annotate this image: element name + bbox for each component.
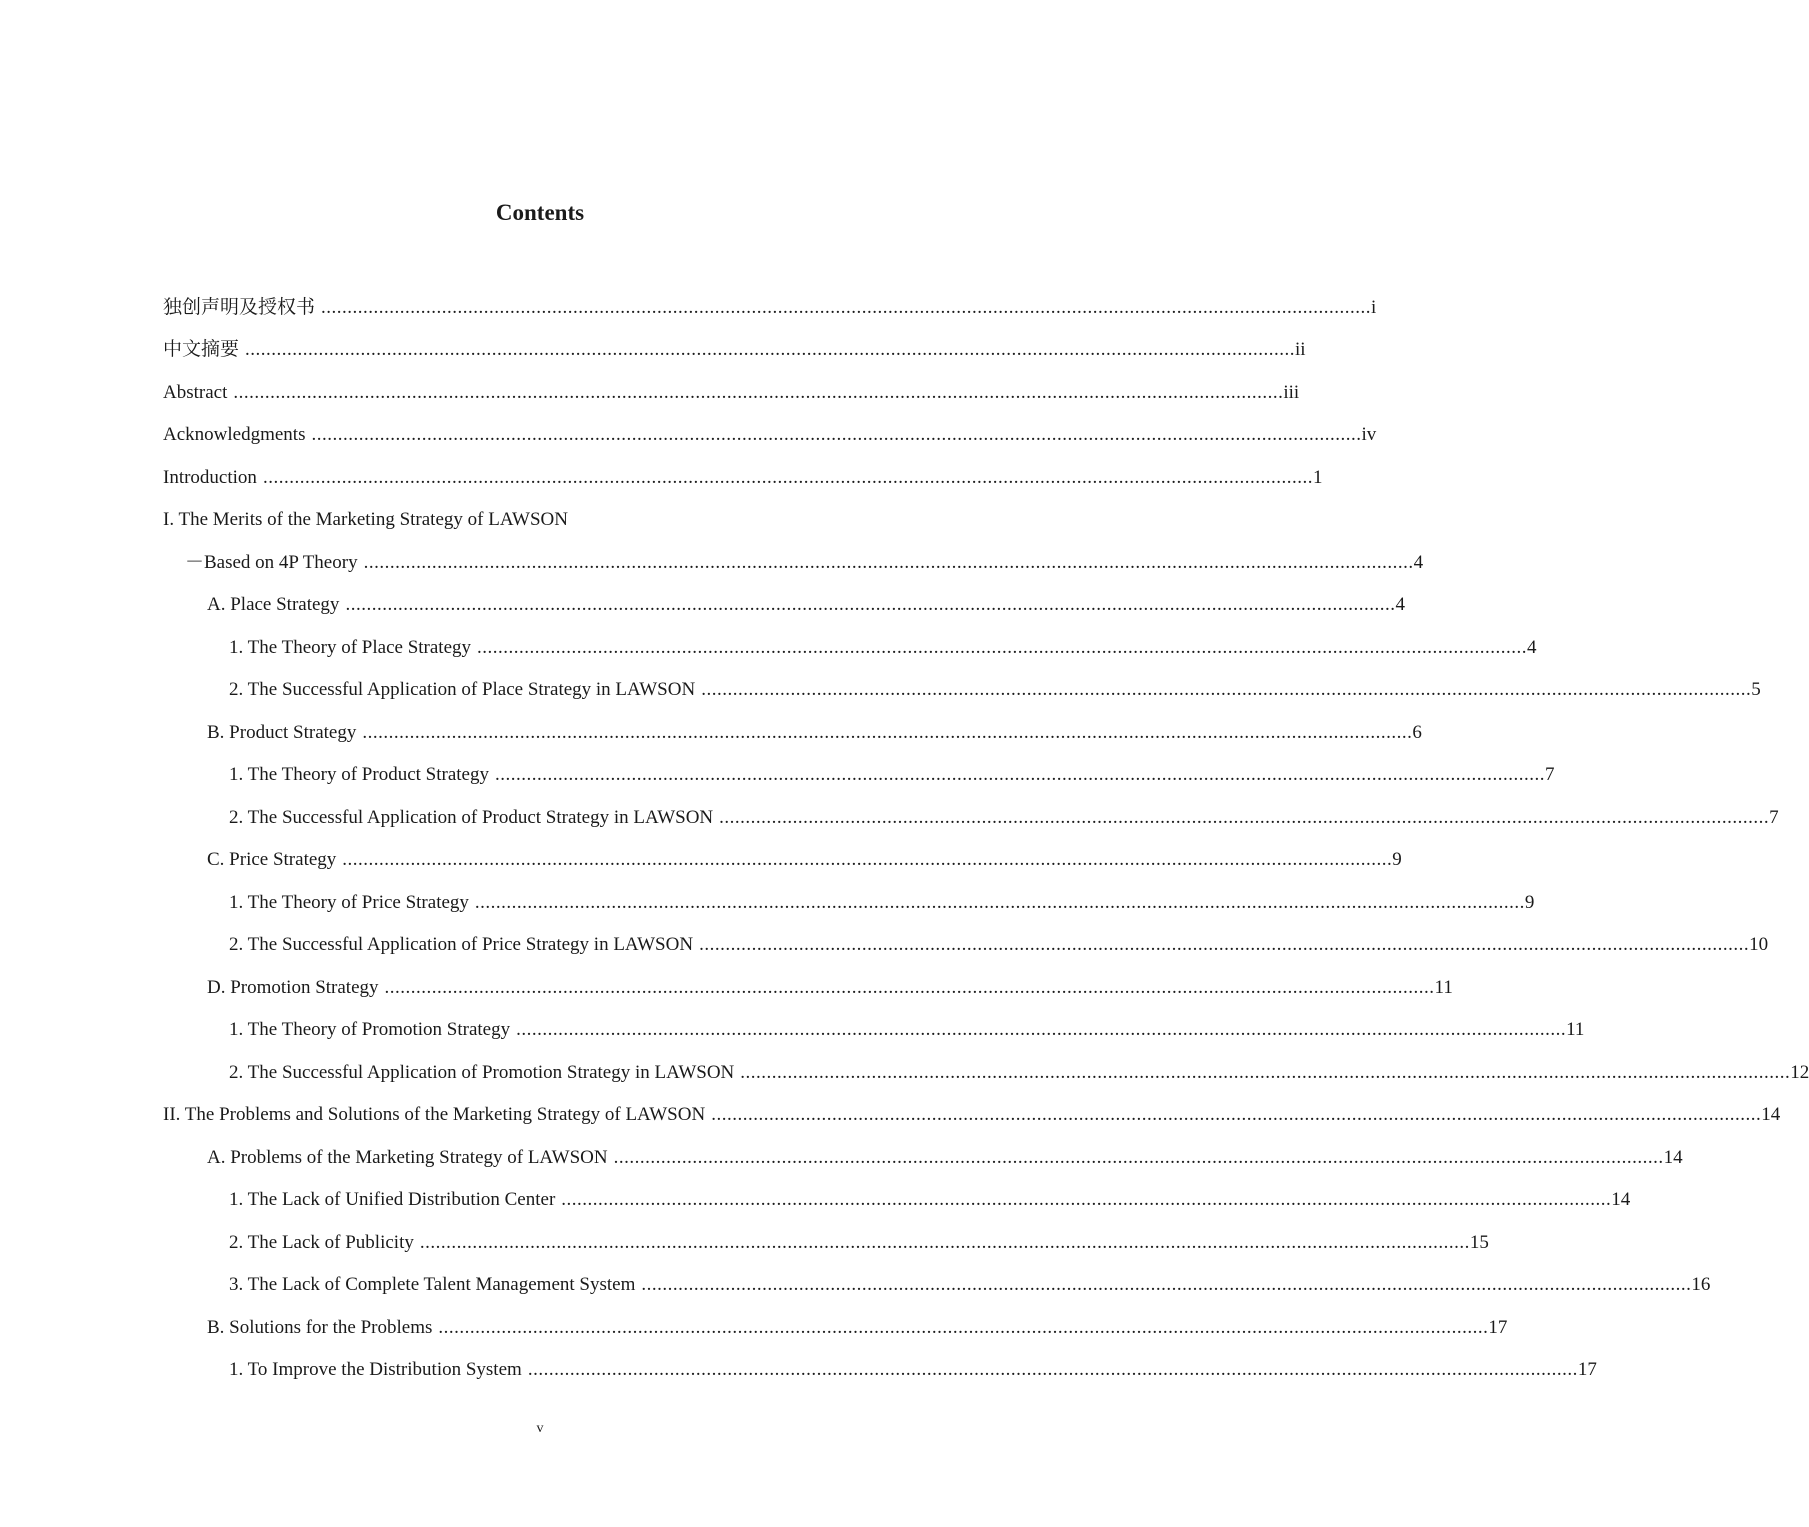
toc-entry[interactable] bbox=[229, 881, 1535, 923]
toc-entry-page: i bbox=[1371, 296, 1377, 318]
toc-entry-page: 9 bbox=[1392, 849, 1402, 870]
toc-leader-dots: ........................................................................................................................................................................................................ bbox=[233, 381, 1284, 403]
toc-entry[interactable] bbox=[163, 371, 1300, 413]
toc-entry-label: II. The Problems and Solutions of the Marketing Strategy of LAWSON bbox=[163, 1104, 706, 1125]
toc-entry[interactable] bbox=[207, 1306, 1508, 1348]
toc-leader-dots: ........................................................................................................................................................................................................ bbox=[345, 594, 1396, 615]
toc-entry[interactable] bbox=[207, 711, 1422, 753]
toc-leader-dots: ........................................................................................................................................................................................................ bbox=[701, 679, 1752, 700]
toc-entry[interactable] bbox=[163, 1094, 1781, 1136]
toc-entry-label: 1. The Theory of Promotion Strategy bbox=[229, 1019, 511, 1040]
toc-entry[interactable] bbox=[163, 456, 1323, 498]
toc-leader-dots: ........................................................................................................................................................................................................ bbox=[494, 764, 1545, 785]
toc-entry-label: A. Problems of the Marketing Strategy of LAWSON bbox=[207, 1146, 608, 1168]
toc-entry-page: 10 bbox=[1749, 934, 1769, 955]
toc-entry-label: 2. The Successful Application of Place Strategy in LAWSON bbox=[229, 679, 696, 700]
toc-entry-label: B. Product Strategy bbox=[207, 721, 357, 743]
toc-entry-page: 14 bbox=[1761, 1104, 1781, 1125]
toc-leader-dots: ........................................................................................................................................................................................................ bbox=[527, 1359, 1578, 1380]
toc-entry-label: 3. The Lack of Complete Talent Management System bbox=[229, 1274, 636, 1295]
toc-entry[interactable] bbox=[163, 414, 1377, 456]
toc-leader-dots: ........................................................................................................................................................................................................ bbox=[438, 1316, 1489, 1338]
toc-entry-label: Acknowledgments bbox=[163, 424, 306, 445]
toc-entry-page: 11 bbox=[1434, 976, 1453, 998]
toc-entry[interactable] bbox=[163, 499, 568, 541]
toc-entry-label: D. Promotion Strategy bbox=[207, 976, 379, 998]
toc-entry[interactable] bbox=[229, 924, 1769, 966]
toc-entry[interactable] bbox=[185, 541, 1424, 583]
page-number-footer: v bbox=[536, 1421, 544, 1436]
toc-entry-page: 4 bbox=[1413, 551, 1424, 573]
toc-entry-label: 1. To Improve the Distribution System bbox=[229, 1359, 522, 1380]
toc-entry-label: Introduction bbox=[163, 466, 257, 488]
toc-entry[interactable] bbox=[229, 754, 1555, 796]
toc-entry[interactable] bbox=[207, 1136, 1683, 1178]
toc-leader-dots: ........................................................................................................................................................................................................ bbox=[477, 636, 1528, 658]
toc-leader-dots: ........................................................................................................................................................................................................ bbox=[613, 1146, 1664, 1168]
toc-entry-page: 15 bbox=[1469, 1231, 1489, 1253]
toc-entry-page: 7 bbox=[1544, 764, 1555, 785]
toc-leader-dots: ........................................................................................................................................................................................................ bbox=[561, 1189, 1612, 1210]
toc-entry-label: 2. The Successful Application of Product Strategy in LAWSON bbox=[229, 806, 714, 828]
toc-leader-dots: ........................................................................................................................................................................................................ bbox=[419, 1231, 1470, 1253]
toc-entry-label: 1. The Theory of Price Strategy bbox=[229, 891, 469, 913]
toc-entry[interactable] bbox=[163, 286, 1377, 328]
toc-leader-dots: ........................................................................................................................................................................................................ bbox=[474, 891, 1525, 913]
toc-leader-dots: ........................................................................................................................................................................................................ bbox=[711, 1104, 1762, 1125]
toc-entry[interactable] bbox=[229, 796, 1779, 838]
toc-entry-page: 4 bbox=[1395, 594, 1405, 615]
toc-leader-dots: ........................................................................................................................................................................................................ bbox=[699, 934, 1750, 955]
toc-entry-label: 独创声明及授权书 bbox=[163, 296, 316, 318]
toc-entry[interactable] bbox=[229, 669, 1761, 711]
toc-leader-dots: ........................................................................................................................................................................................................ bbox=[262, 466, 1313, 488]
toc-entry[interactable] bbox=[229, 1264, 1711, 1306]
toc-entry-label: 1. The Lack of Unified Distribution Center bbox=[229, 1189, 556, 1210]
toc-entry-page: ii bbox=[1295, 339, 1306, 360]
toc-entry-label: I. The Merits of the Marketing Strategy of LAWSON bbox=[163, 509, 568, 530]
toc-entry[interactable] bbox=[229, 1051, 1809, 1093]
toc-leader-dots: ........................................................................................................................................................................................................ bbox=[740, 1061, 1791, 1083]
toc-entry-page: 1 bbox=[1312, 466, 1323, 488]
toc-entry-page: 12 bbox=[1790, 1061, 1809, 1083]
toc-entry-label: 2. The Successful Application of Promotion Strategy in LAWSON bbox=[229, 1061, 735, 1083]
toc-entry-label: C. Price Strategy bbox=[207, 849, 337, 870]
toc-leader-dots: ........................................................................................................................................................................................................ bbox=[384, 976, 1435, 998]
toc-entry-page: 17 bbox=[1488, 1316, 1508, 1338]
toc-entry-page: 14 bbox=[1611, 1189, 1631, 1210]
toc-entry[interactable] bbox=[229, 626, 1537, 668]
toc-leader-dots: ........................................................................................................................................................................................................ bbox=[245, 339, 1296, 360]
toc-leader-dots: ........................................................................................................................................................................................................ bbox=[321, 296, 1372, 318]
toc-entry-page: 4 bbox=[1527, 636, 1537, 658]
toc-entry-label: B. Solutions for the Problems bbox=[207, 1316, 433, 1338]
toc-entry-label: A. Place Strategy bbox=[207, 594, 340, 615]
toc-entry-label: －Based on 4P Theory bbox=[185, 551, 358, 573]
toc-entry[interactable] bbox=[207, 839, 1402, 881]
toc-entry-page: 16 bbox=[1691, 1274, 1711, 1295]
toc-entry[interactable] bbox=[207, 584, 1405, 626]
toc-entry-page: 7 bbox=[1769, 806, 1779, 828]
toc-entry-page: iv bbox=[1361, 424, 1377, 445]
toc-leader-dots: ........................................................................................................................................................................................................ bbox=[363, 551, 1414, 573]
toc-entry-page: 9 bbox=[1524, 891, 1535, 913]
toc-leader-dots: ........................................................................................................................................................................................................ bbox=[516, 1019, 1567, 1040]
toc-leader-dots: ........................................................................................................................................................................................................ bbox=[342, 849, 1393, 870]
toc-entry-label: 1. The Theory of Place Strategy bbox=[229, 636, 472, 658]
toc-entry-page: iii bbox=[1283, 381, 1300, 403]
toc-entry-page: 5 bbox=[1751, 679, 1761, 700]
page-title: Contents bbox=[495, 200, 585, 225]
toc-entry-page: 6 bbox=[1412, 721, 1422, 743]
toc-entry[interactable] bbox=[229, 1221, 1489, 1263]
toc-entry-label: 2. The Lack of Publicity bbox=[229, 1231, 414, 1253]
toc-entry[interactable] bbox=[229, 1179, 1631, 1221]
toc-entry-label: 中文摘要 bbox=[163, 339, 240, 360]
toc-entry-page: 14 bbox=[1663, 1146, 1683, 1168]
toc-entry[interactable] bbox=[229, 1009, 1585, 1051]
toc-leader-dots: ........................................................................................................................................................................................................ bbox=[641, 1274, 1692, 1295]
toc-entry-page: 17 bbox=[1577, 1359, 1597, 1380]
toc-leader-dots: ........................................................................................................................................................................................................ bbox=[311, 424, 1362, 445]
toc-leader-dots: ........................................................................................................................................................................................................ bbox=[362, 721, 1413, 743]
toc-entry-label: 1. The Theory of Product Strategy bbox=[229, 764, 489, 785]
toc-entry-page: 11 bbox=[1566, 1019, 1585, 1040]
toc-entry-label: Abstract bbox=[163, 381, 228, 403]
toc-entry[interactable] bbox=[163, 329, 1306, 371]
toc-entry[interactable] bbox=[229, 1349, 1597, 1391]
toc-leader-dots: ........................................................................................................................................................................................................ bbox=[719, 806, 1770, 828]
toc-entry[interactable] bbox=[207, 966, 1453, 1008]
toc-entry-label: 2. The Successful Application of Price Strategy in LAWSON bbox=[229, 934, 694, 955]
